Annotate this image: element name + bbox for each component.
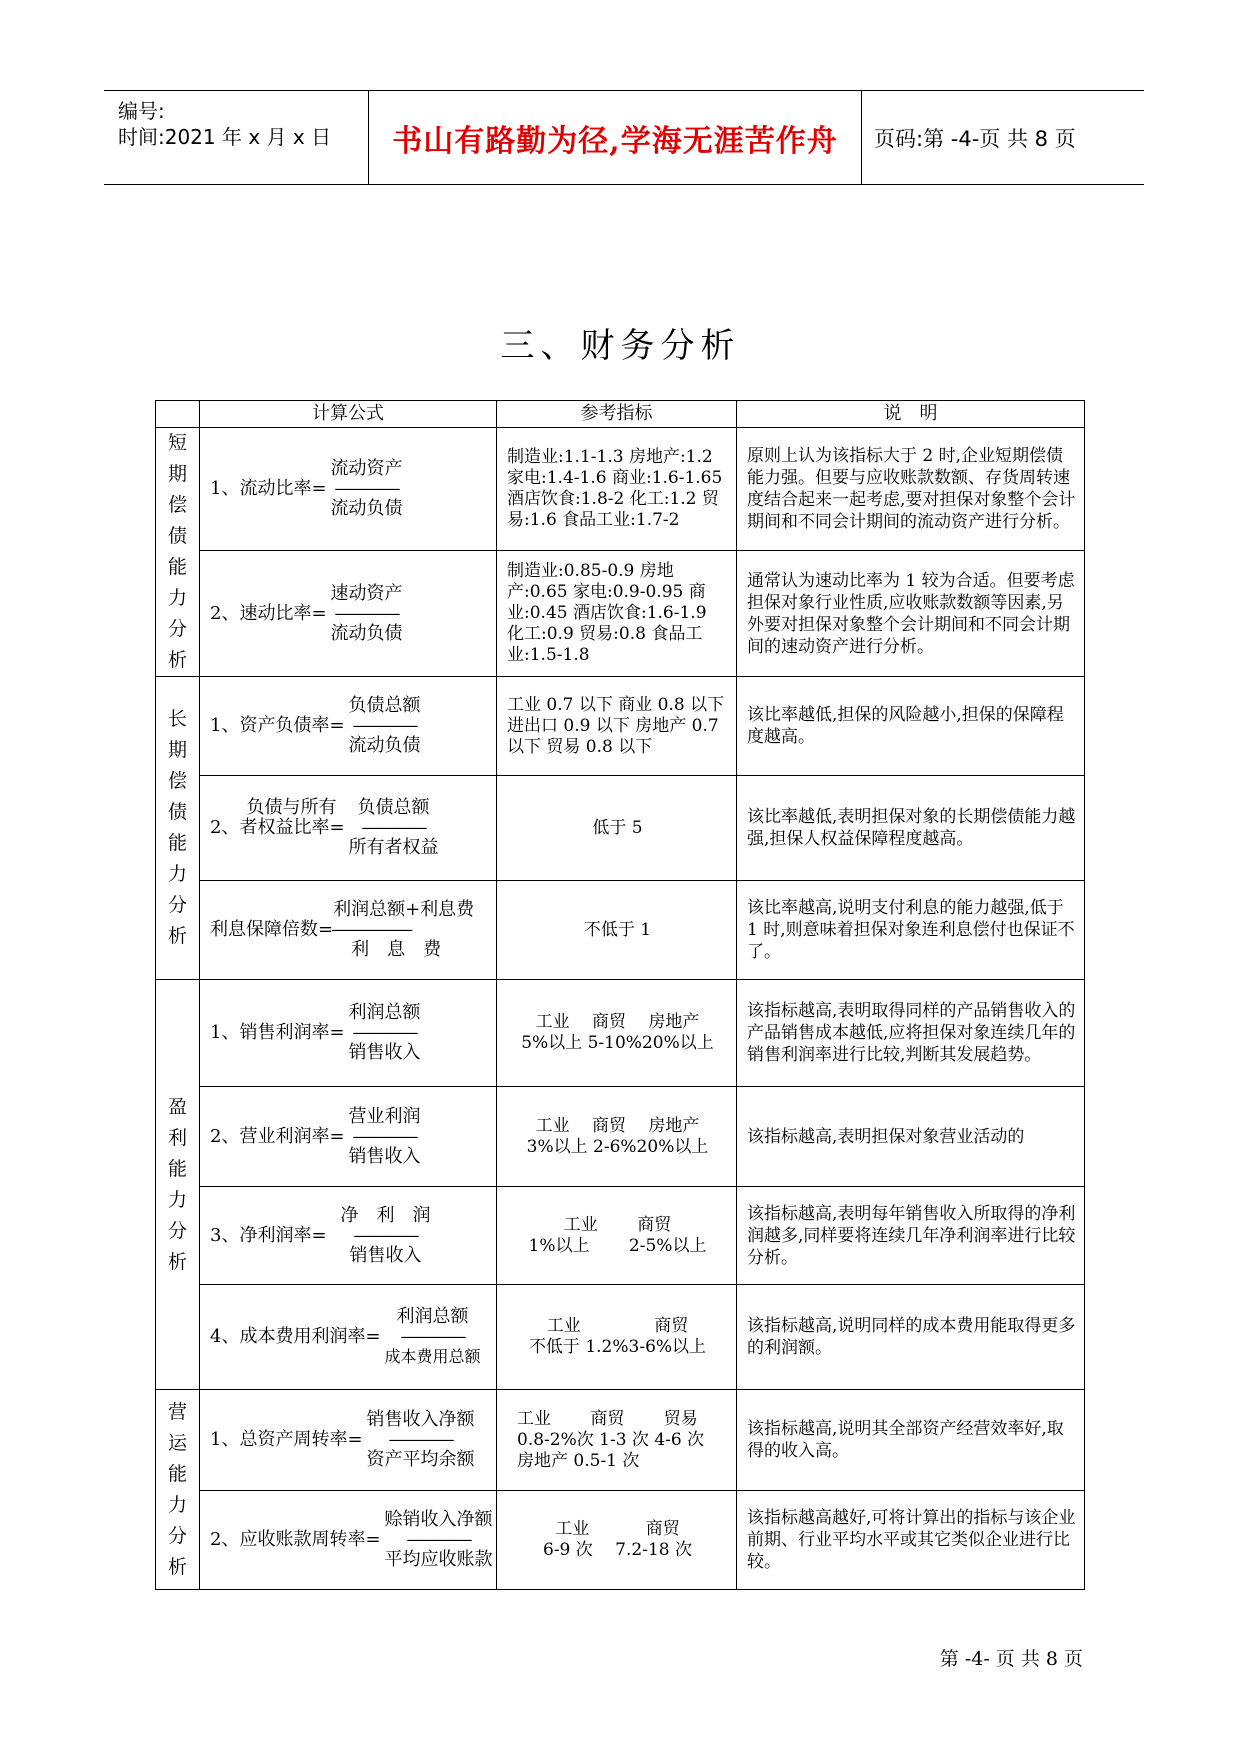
reference-cell: 工业 商贸 1%以上 2-5%以上 bbox=[497, 1187, 737, 1285]
note-cell: 该指标越高,说明同样的成本费用能取得更多的利润额。 bbox=[737, 1285, 1085, 1390]
header-page-label: 页码:第 -4-页 共 8 页 bbox=[874, 126, 1076, 151]
table-row bbox=[156, 1390, 1085, 1491]
note-cell: 原则上认为该指标大于 2 时,企业短期偿债能力强。但要与应收账款数额、存货周转速度结合起来一起考虑,要对担保对象整个会计期间和不同会计期间的流动资产进行分析。 bbox=[737, 428, 1085, 551]
header-cell-blank bbox=[156, 401, 200, 428]
table-row bbox=[156, 428, 1085, 551]
page-header bbox=[104, 90, 1144, 185]
table-row bbox=[156, 1187, 1085, 1285]
page-footer: 第 -4- 页 共 8 页 bbox=[939, 1648, 1083, 1670]
reference-cell: 工业 商贸 6-9 次 7.2-18 次 bbox=[497, 1491, 737, 1590]
reference-cell: 不低于 1 bbox=[497, 881, 737, 980]
note-cell: 该指标越高,表明每年销售收入所取得的净利润越多,同样要将连续几年净利润率进行比较分析。 bbox=[737, 1187, 1085, 1285]
note-cell: 该指标越高越好,可将计算出的指标与该企业前期、行业平均水平或其它类似企业进行比较。 bbox=[737, 1491, 1085, 1590]
formula-cell: 2、速动比率= 速动资产 ———— 流动负债 bbox=[200, 551, 497, 677]
table-row bbox=[156, 776, 1085, 881]
header-cell-note: 说 明 bbox=[737, 401, 1085, 428]
formula-cell: 1、流动比率= 流动资产 ———— 流动负债 bbox=[200, 428, 497, 551]
note-cell: 该指标越高,表明取得同样的产品销售收入的产品销售成本越低,应将担保对象连续几年的销售利润率进行比较,判断其发展趋势。 bbox=[737, 980, 1085, 1087]
table-row bbox=[156, 677, 1085, 776]
reference-cell: 工业 商贸 房地产 3%以上 2-6%20%以上 bbox=[497, 1087, 737, 1187]
formula-cell: 负债与所有 2、者权益比率= 负债总额 ———— 所有者权益 bbox=[200, 776, 497, 881]
table-row bbox=[156, 881, 1085, 980]
reference-cell: 工业 商贸 房地产 5%以上 5-10%20%以上 bbox=[497, 980, 737, 1087]
formula-cell: 2、应收账款周转率= 赊销收入净额 ———— 平均应收账款 bbox=[200, 1491, 497, 1590]
note-cell: 该比率越高,说明支付利息的能力越强,低于 1 时,则意味着担保对象连利息偿付也保证不了。 bbox=[737, 881, 1085, 980]
header-meta bbox=[104, 91, 369, 184]
category-long-term-solvency: 长 期 偿 债 能 力 分 析 bbox=[156, 677, 200, 980]
category-short-term-solvency: 短 期 偿 债 能 力 分 析 bbox=[156, 428, 200, 677]
table-row bbox=[156, 551, 1085, 677]
category-profitability: 盈 利 能 力 分 析 bbox=[156, 980, 200, 1390]
table-row bbox=[156, 1285, 1085, 1390]
reference-cell: 工业 商贸 贸易 0.8-2%次 1-3 次 4-6 次 房地产 0.5-1 次 bbox=[497, 1390, 737, 1491]
category-operating-capacity: 营 运 能 力 分 析 bbox=[156, 1390, 200, 1590]
page-title: 三、财务分析 bbox=[500, 326, 741, 366]
header-motto: 书山有路勤为径,学海无涯苦作舟 bbox=[369, 91, 862, 184]
table-header-row bbox=[156, 401, 1085, 428]
formula-cell: 4、成本费用利润率= 利润总额 ———— 成本费用总额 bbox=[200, 1285, 497, 1390]
formula-cell: 2、营业利润率= 营业利润 ———— 销售收入 bbox=[200, 1087, 497, 1187]
note-cell: 该比率越低,担保的风险越小,担保的保障程度越高。 bbox=[737, 677, 1085, 776]
reference-cell: 工业 商贸 不低于 1.2%3-6%以上 bbox=[497, 1285, 737, 1390]
header-cell-formula: 计算公式 bbox=[200, 401, 497, 428]
number-label: 编号: bbox=[118, 99, 165, 123]
formula-cell: 3、净利润率= 净 利 润 ———— 销售收入 bbox=[200, 1187, 497, 1285]
table-row bbox=[156, 1087, 1085, 1187]
reference-cell: 工业 0.7 以下 商业 0.8 以下 进出口 0.9 以下 房地产 0.7 以下 贸易 0.8 以下 bbox=[497, 677, 737, 776]
formula-cell: 1、总资产周转率= 销售收入净额 ———— 资产平均余额 bbox=[200, 1390, 497, 1491]
note-cell: 该指标越高,说明其全部资产经营效率好,取得的收入高。 bbox=[737, 1390, 1085, 1491]
formula-cell: 1、销售利润率= 利润总额 ———— 销售收入 bbox=[200, 980, 497, 1087]
note-cell: 该比率越低,表明担保对象的长期偿债能力越强,担保人权益保障程度越高。 bbox=[737, 776, 1085, 881]
financial-analysis-table bbox=[155, 400, 1085, 1590]
reference-cell: 低于 5 bbox=[497, 776, 737, 881]
header-cell-reference: 参考指标 bbox=[497, 401, 737, 428]
reference-cell: 制造业:0.85-0.9 房地产:0.65 家电:0.9-0.95 商业:0.45 酒店饮食:1.6-1.9 化工:0.9 贸易:0.8 食品工业:1.5-1.8 bbox=[497, 551, 737, 677]
note-cell: 通常认为速动比率为 1 较为合适。但要考虑担保对象行业性质,应收账款数额等因素,另外要对担保对象整个会计期间和不同会计期间的速动资产进行分析。 bbox=[737, 551, 1085, 677]
table-row bbox=[156, 980, 1085, 1087]
time-label: 时间:2021 年 x 月 x 日 bbox=[118, 125, 332, 149]
reference-cell: 制造业:1.1-1.3 房地产:1.2 家电:1.4-1.6 商业:1.6-1.65 酒店饮食:1.8-2 化工:1.2 贸易:1.6 食品工业:1.7-2 bbox=[497, 428, 737, 551]
formula-cell: 1、资产负债率= 负债总额 ———— 流动负债 bbox=[200, 677, 497, 776]
table-row bbox=[156, 1491, 1085, 1590]
formula-cell: 利息保障倍数= 利润总额+利息费 ————— 利 息 费 bbox=[200, 881, 497, 980]
note-cell: 该指标越高,表明担保对象营业活动的 bbox=[737, 1087, 1085, 1187]
